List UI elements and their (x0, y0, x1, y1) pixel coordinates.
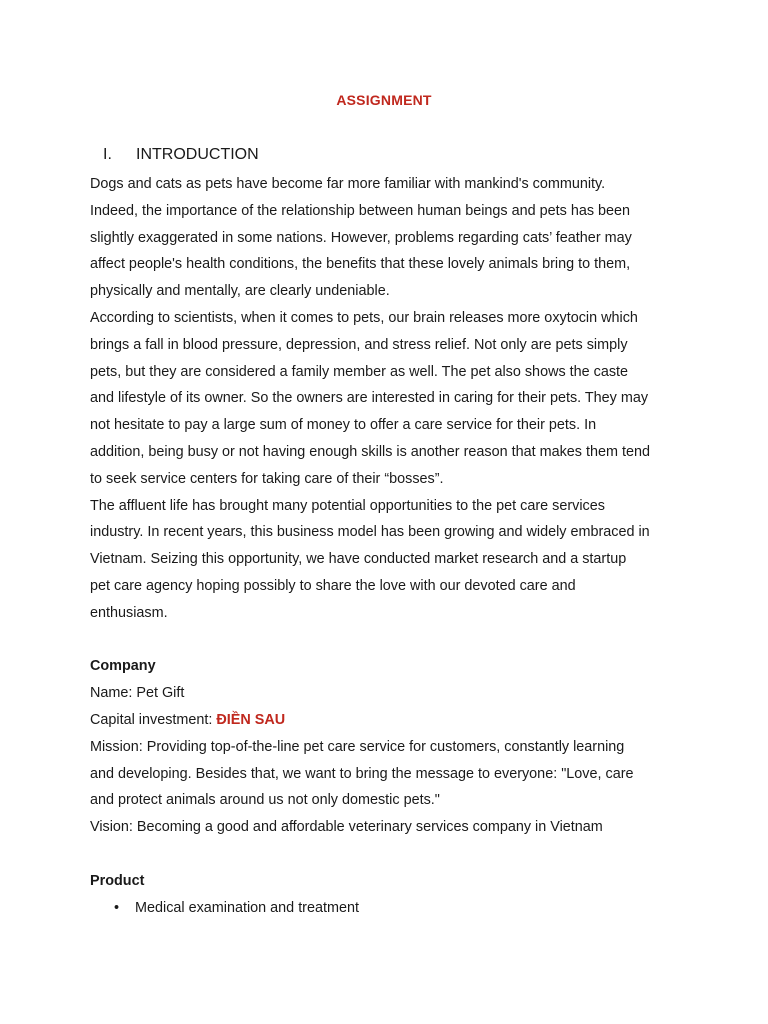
list-item (90, 895, 690, 922)
spacer (90, 627, 690, 654)
intro-paragraph-2 (90, 305, 690, 493)
product-heading: Product (90, 872, 145, 889)
bullet-icon: • (114, 899, 120, 916)
text-line: Dogs and cats as pets have become far more familiar with mankind's community. (90, 176, 606, 192)
text-line: According to scientists, when it comes to pets, our brain releases more oxytocin which (90, 309, 638, 326)
text-line: The affluent life has brought many potential opportunities to the pet care services (90, 497, 605, 514)
list-item-label: Medical examination and treatment (135, 899, 359, 916)
document-title: ASSIGNMENT (336, 92, 432, 108)
product-list (90, 895, 690, 922)
text-line: pets, but they are considered a family member as well. The pet also shows the caste (90, 363, 629, 380)
section-heading (103, 146, 259, 164)
text-line: slightly exaggerated in some nations. However, problems regarding cats’ feather may (90, 229, 632, 246)
text-line: brings a fall in blood pressure, depression, and stress relief. Not only are pets simply (90, 336, 628, 353)
text-line: industry. In recent years, this business model has been growing and widely embraced in (90, 524, 650, 541)
product-section (90, 868, 690, 922)
document-body (90, 171, 690, 921)
intro-paragraph-1 (90, 171, 690, 305)
company-heading: Company (90, 658, 156, 675)
capital-label: Capital investment: (90, 711, 217, 728)
company-section (90, 653, 690, 841)
section-number: I. (103, 146, 112, 163)
spacer (90, 841, 690, 868)
text-line: Indeed, the importance of the relationship between human beings and pets has been (90, 202, 631, 219)
text-line: physically and mentally, are clearly undeniable. (90, 283, 390, 300)
company-name: Name: Pet Gift (90, 685, 185, 702)
capital-investment (90, 707, 690, 734)
text-line: affect people's health conditions, the benefits that these lovely animals bring to them, (90, 256, 631, 273)
section-title: INTRODUCTION (136, 146, 259, 163)
text-line: not hesitate to pay a large sum of money to offer a care service for their pets. In (90, 417, 597, 434)
text-line: addition, being busy or not having enough skills is another reason that makes them tend (90, 443, 650, 460)
text-line: enthusiasm. (90, 604, 168, 621)
mission-line: and protect animals around us not only domestic pets." (90, 792, 440, 809)
mission-line: Mission: Providing top-of-the-line pet care service for customers, constantly learning (90, 738, 625, 755)
vision-line: Vision: Becoming a good and affordable veterinary services company in Vietnam (90, 819, 603, 836)
text-line: pet care agency hoping possibly to share the love with our devoted care and (90, 577, 576, 594)
text-line: Vietnam. Seizing this opportunity, we have conducted market research and a startup (90, 551, 627, 568)
intro-paragraph-3 (90, 493, 690, 627)
capital-value: ĐIỀN SAU (216, 711, 286, 728)
mission-line: and developing. Besides that, we want to bring the message to everyone: "Love, care (90, 765, 634, 782)
text-line: and lifestyle of its owner. So the owners are interested in caring for their pets. They may (90, 390, 649, 407)
text-line: to seek service centers for taking care of their “bosses”. (90, 470, 444, 487)
